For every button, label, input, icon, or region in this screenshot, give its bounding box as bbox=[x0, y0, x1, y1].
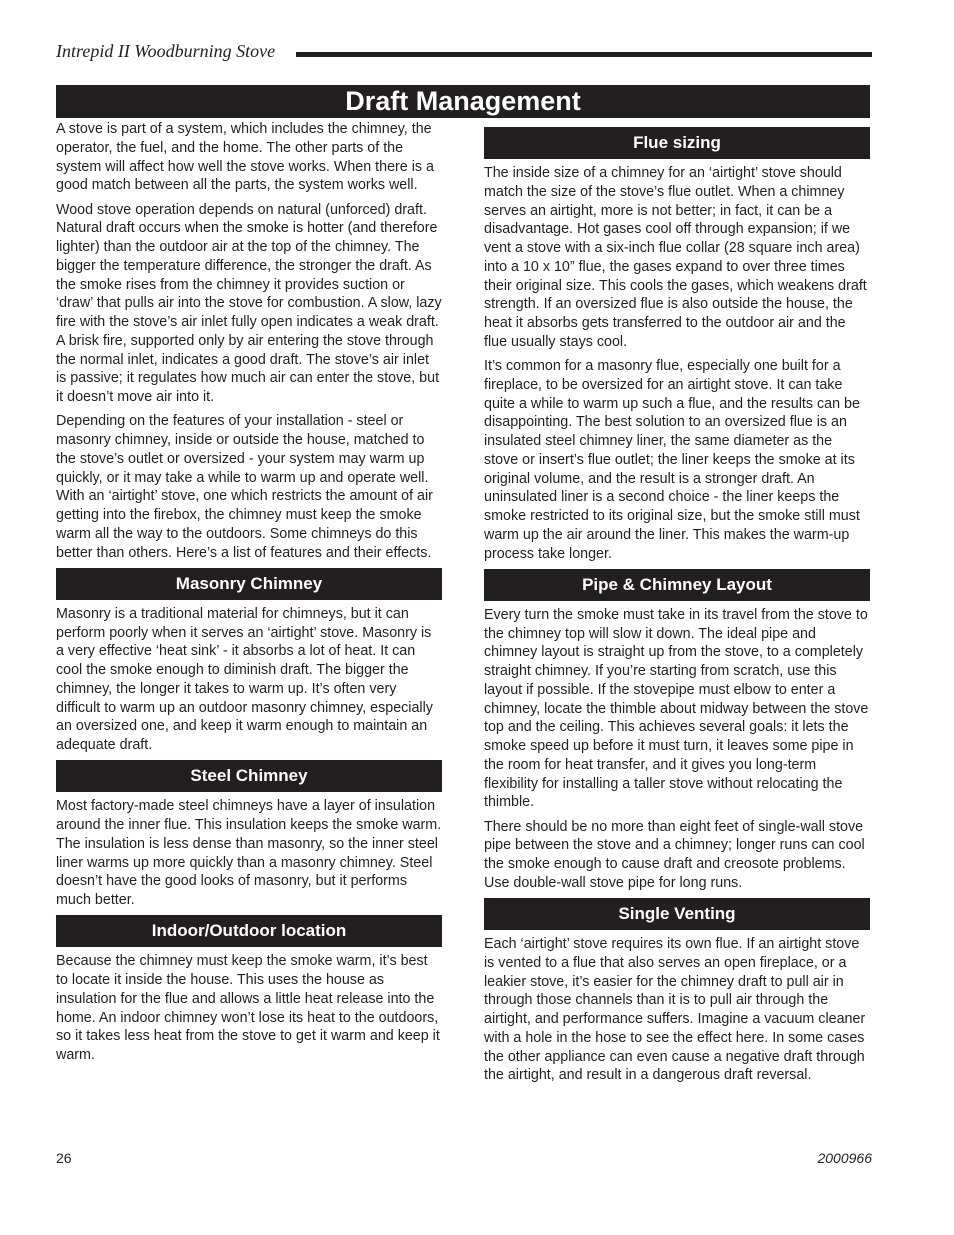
flue-sizing-paragraph: The inside size of a chimney for an ‘airtight’ stove should match the size of the stove’s flue outlet. When a chimney serves an airtight, more is not better; in fact, it can be a disadvantage. Hot gases cool off through expansion; if we vent a stove with a six-inch flue collar (28 square inch area) into a 10 x 10” flue, the gases expand to over three times their original size. This cools the gases, which weakens draft strength. If an oversized flue is also outside the house, the heat it absorbs gets transferred to the outdoor air and the flue usually stays cool. bbox=[484, 165, 867, 350]
pipe-layout-heading: Pipe & Chimney Layout bbox=[484, 569, 870, 601]
right-column bbox=[484, 120, 870, 1091]
intro-paragraph: Depending on the features of your installation - steel or masonry chimney, inside or outside the house, matched to the stove’s outlet or oversized - your system may warm up quickly, or it may take a while to warm up and operate well. With an ‘airtight’ stove, one which restricts the amount of air getting into the firebox, the chimney must keep the smoke warm all the way to the outdoors. Some chimneys do this better than others. Here’s a list of features and their effects. bbox=[56, 413, 433, 561]
flue-sizing-paragraph: It’s common for a masonry flue, especially one built for a fireplace, to be oversized for an airtight stove. It can take quite a while to warm up such a flue, and the results can be disappointing. The best solution to an oversized flue is an insulated steel chimney liner, the same diameter as the stove or insert’s flue outlet; the liner keeps the smoke at its original volume, and the result is a stronger draft. An uninsulated liner is a second choice - the liner keeps the smoke restricted to its original size, but the smoke still must warm up the air around the liner. This makes the warm-up process take longer. bbox=[484, 358, 860, 562]
intro-paragraph: Wood stove operation depends on natural (unforced) draft. Natural draft occurs when the smoke is hotter (and therefore lighter) than the outdoor air at the top of the chimney. The bigger the temperature difference, the stronger the draft. As the smoke rises from the chimney it provides suction or ‘draw’ that pulls air into the stove for combustion. A slow, lazy fire with the stove’s air inlet fully open indicates a weak draft. A brisk fire, supported only by air entering the stove through the normal inlet, indicates a good draft. The stove’s air inlet is passive; it regulates how much air can enter the stove, but it doesn’t move air into it. bbox=[56, 201, 442, 405]
running-title: Intrepid II Woodburning Stove bbox=[56, 40, 283, 62]
single-venting-text: Each ‘airtight’ stove requires its own flue. If an airtight stove is vented to a flue that also serves an open fireplace, or a leakier stove, it’s easier for the chimney draft to pull air in through those channels than it is to pull air through the airtight, and performance suffers. Imagine a vacuum cleaner with a hole in the hose to see the effect here. In some cases the other appliance can even cause a negative draft through the airtight, and result in a dangerous draft reversal. bbox=[484, 936, 866, 1084]
page-title: Draft Management bbox=[56, 85, 870, 118]
header-rule bbox=[296, 52, 872, 57]
single-venting-heading: Single Venting bbox=[484, 898, 870, 930]
left-column bbox=[56, 120, 442, 1070]
document-number: 2000966 bbox=[817, 1150, 872, 1166]
pipe-layout-paragraph: There should be no more than eight feet of single-wall stove pipe between the stove and a chimney; longer runs can cool the smoke enough to cause draft and creosote problems. Use double-wall stove pipe for long runs. bbox=[484, 818, 865, 891]
location-text: Because the chimney must keep the smoke warm, it’s best to locate it inside the house. This uses the house as insulation for the flue and allows a little heat release into the home. An indoor chimney won’t lose its heat to the outdoors, so it takes less heat from the stove to get it warm and keep it warm. bbox=[56, 953, 440, 1063]
steel-chimney-heading: Steel Chimney bbox=[56, 760, 442, 792]
masonry-chimney-heading: Masonry Chimney bbox=[56, 568, 442, 600]
location-heading: Indoor/Outdoor location bbox=[56, 915, 442, 947]
flue-sizing-heading: Flue sizing bbox=[484, 127, 870, 159]
pipe-layout-paragraph: Every turn the smoke must take in its travel from the stove to the chimney top will slow it down. The ideal pipe and chimney layout is straight up from the stove, to a completely straight chimney. If you’re starting from scratch, use this layout if possible. If the stovepipe must elbow to enter a chimney, locate the thimble about midway between the stove top and the ceiling. This achieves several goals: it lets the smoke speed up before it must turn, it leaves some pipe in the room for heat transfer, and it gives you long-term flexibility for installing a taller stove without relocating the thimble. bbox=[484, 606, 869, 811]
steel-chimney-text: Most factory-made steel chimneys have a layer of insulation around the inner flue. This insulation keeps the smoke warm. The insulation is less dense than masonry, so the inner steel liner warms up more quickly than a masonry chimney. Steel doesn’t have the good looks of masonry, but it performs much better. bbox=[56, 798, 442, 908]
running-header bbox=[56, 40, 872, 62]
intro-paragraph: A stove is part of a system, which includes the chimney, the operator, the fuel, and the home. The other parts of the system will affect how well the stove works. When there is a good match between all the parts, the system works well. bbox=[56, 121, 434, 194]
masonry-chimney-text: Masonry is a traditional material for chimneys, but it can perform poorly when it serves an ‘airtight’ stove. Masonry is a very effective ‘heat sink’ - it absorbs a lot of heat. It can cool the smoke enough to diminish draft. The bigger the chimney, the longer it takes to warm up. It’s often very difficult to warm up an outdoor masonry chimney, especially an oversized one, and keep it warm enough to maintain an adequate draft. bbox=[56, 605, 433, 753]
page-number: 26 bbox=[56, 1150, 72, 1166]
